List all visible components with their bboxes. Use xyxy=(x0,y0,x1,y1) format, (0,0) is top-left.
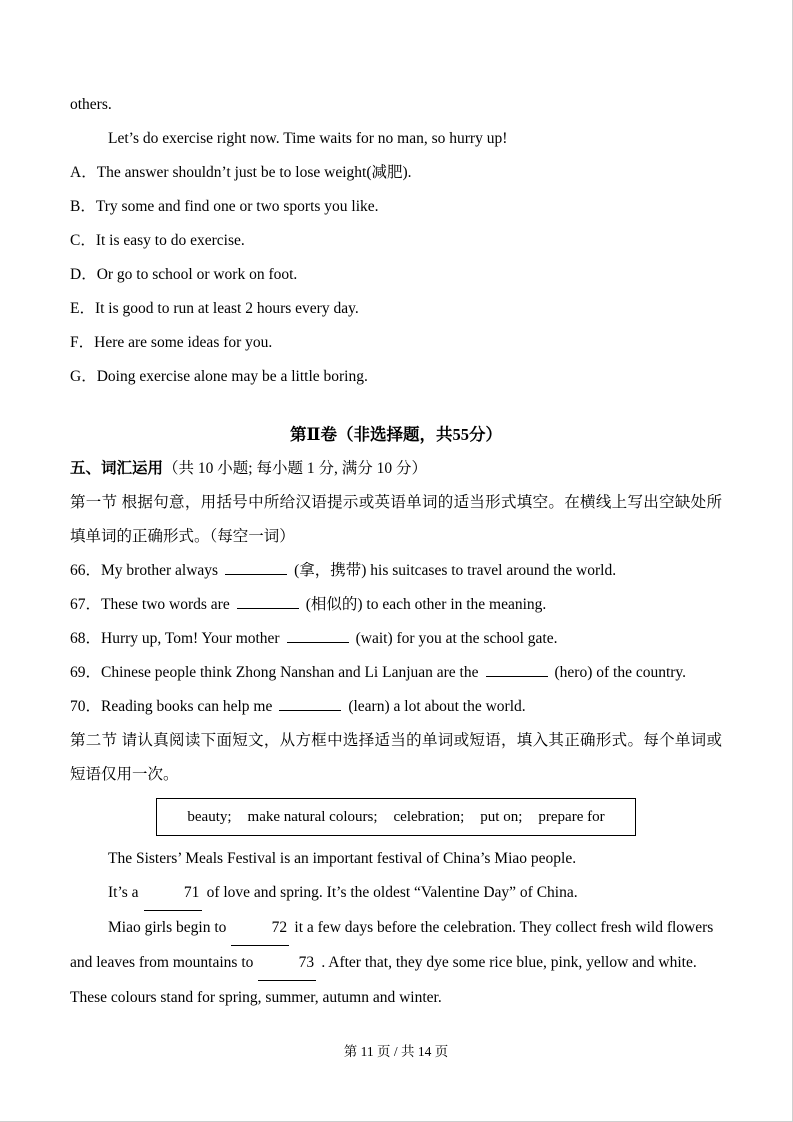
part5-heading-meta: （共 10 小题; 每小题 1 分, 满分 10 分） xyxy=(163,460,427,477)
passage-p3 xyxy=(70,911,722,1015)
section-ii-title: 第Ⅱ卷（非选择题，共55分） xyxy=(290,425,502,444)
passage-p1: The Sisters’ Meals Festival is an important festival of China’s Miao people. xyxy=(108,850,577,867)
option-e: E．It is good to run at least 2 hours every day. xyxy=(70,300,359,317)
node1-intro: 第一节 根据句意，用括号中所给汉语提示或英语单词的适当形式填空。在横线上写出空缺处所填单词的正确形式。（每空一词） xyxy=(70,494,722,545)
passage-p3-seg3: . After that, they dye some rice blue, pink, yellow and white. These colours stand for spring, summer, autumn and winter. xyxy=(70,954,697,1006)
question-70-post: (learn) a lot about the world. xyxy=(348,698,526,715)
option-c: C．It is easy to do exercise. xyxy=(70,232,245,249)
answer-blank-66 xyxy=(225,574,287,575)
answer-blank-69 xyxy=(486,676,548,677)
word-bank-box xyxy=(156,798,636,836)
passage-p3-seg2: it a few days before the celebration. They collect fresh wild flowers and leaves from mountains to xyxy=(70,919,714,971)
question-66-pre: 66．My brother always xyxy=(70,562,219,579)
option-d: D．Or go to school or work on foot. xyxy=(70,266,298,283)
answer-blank-68 xyxy=(287,642,349,643)
paragraph-fragment: others. xyxy=(70,96,112,113)
numbered-blank-73: 73 xyxy=(258,946,316,981)
passage-p2-seg1: It’s a xyxy=(108,884,139,901)
option-f: F．Here are some ideas for you. xyxy=(70,334,273,351)
question-68-post: (wait) for you at the school gate. xyxy=(355,630,558,647)
question-70 xyxy=(70,690,722,724)
page-footer: 第 11 页 / 共 14 页 xyxy=(343,1044,449,1059)
option-b: B．Try some and find one or two sports you like. xyxy=(70,198,379,215)
part5-heading xyxy=(70,452,722,486)
paragraph-closing: Let’s do exercise right now. Time waits for no man, so hurry up! xyxy=(108,130,508,147)
question-66-post: (拿，携带) his suitcases to travel around the world. xyxy=(294,562,617,579)
word-bank-item: prepare for xyxy=(538,808,605,825)
option-g: G．Doing exercise alone may be a little boring. xyxy=(70,368,368,385)
passage-p3-seg1: Miao girls begin to xyxy=(108,919,227,936)
answer-blank-67 xyxy=(237,608,299,609)
question-68 xyxy=(70,622,722,656)
numbered-blank-71: 71 xyxy=(144,876,202,911)
word-bank-item: celebration; xyxy=(393,808,465,825)
word-bank-item: beauty; xyxy=(187,808,232,825)
part5-heading-title: 五、词汇运用 xyxy=(70,460,164,477)
question-70-pre: 70．Reading books can help me xyxy=(70,698,273,715)
question-69-pre: 69．Chinese people think Zhong Nanshan and Li Lanjuan are the xyxy=(70,664,479,681)
question-69-post: (hero) of the country. xyxy=(554,664,687,681)
question-67-pre: 67．These two words are xyxy=(70,596,230,613)
question-66 xyxy=(70,554,722,588)
node2-intro: 第二节 请认真阅读下面短文，从方框中选择适当的单词或短语，填入其正确形式。每个单词或短语仅用一次。 xyxy=(70,732,722,783)
numbered-blank-72: 72 xyxy=(231,911,289,946)
question-67-post: (相似的) to each other in the meaning. xyxy=(305,596,547,613)
question-69 xyxy=(70,656,722,690)
question-68-pre: 68．Hurry up, Tom! Your mother xyxy=(70,630,280,647)
answer-blank-70 xyxy=(279,710,341,711)
word-bank-item: put on; xyxy=(480,808,523,825)
option-a: A．The answer shouldn’t just be to lose weight(减肥). xyxy=(70,164,412,181)
passage-p2-seg2: of love and spring. It’s the oldest “Valentine Day” of China. xyxy=(206,884,578,901)
word-bank-item: make natural colours; xyxy=(247,808,378,825)
passage-p2 xyxy=(70,876,722,911)
question-67 xyxy=(70,588,722,622)
